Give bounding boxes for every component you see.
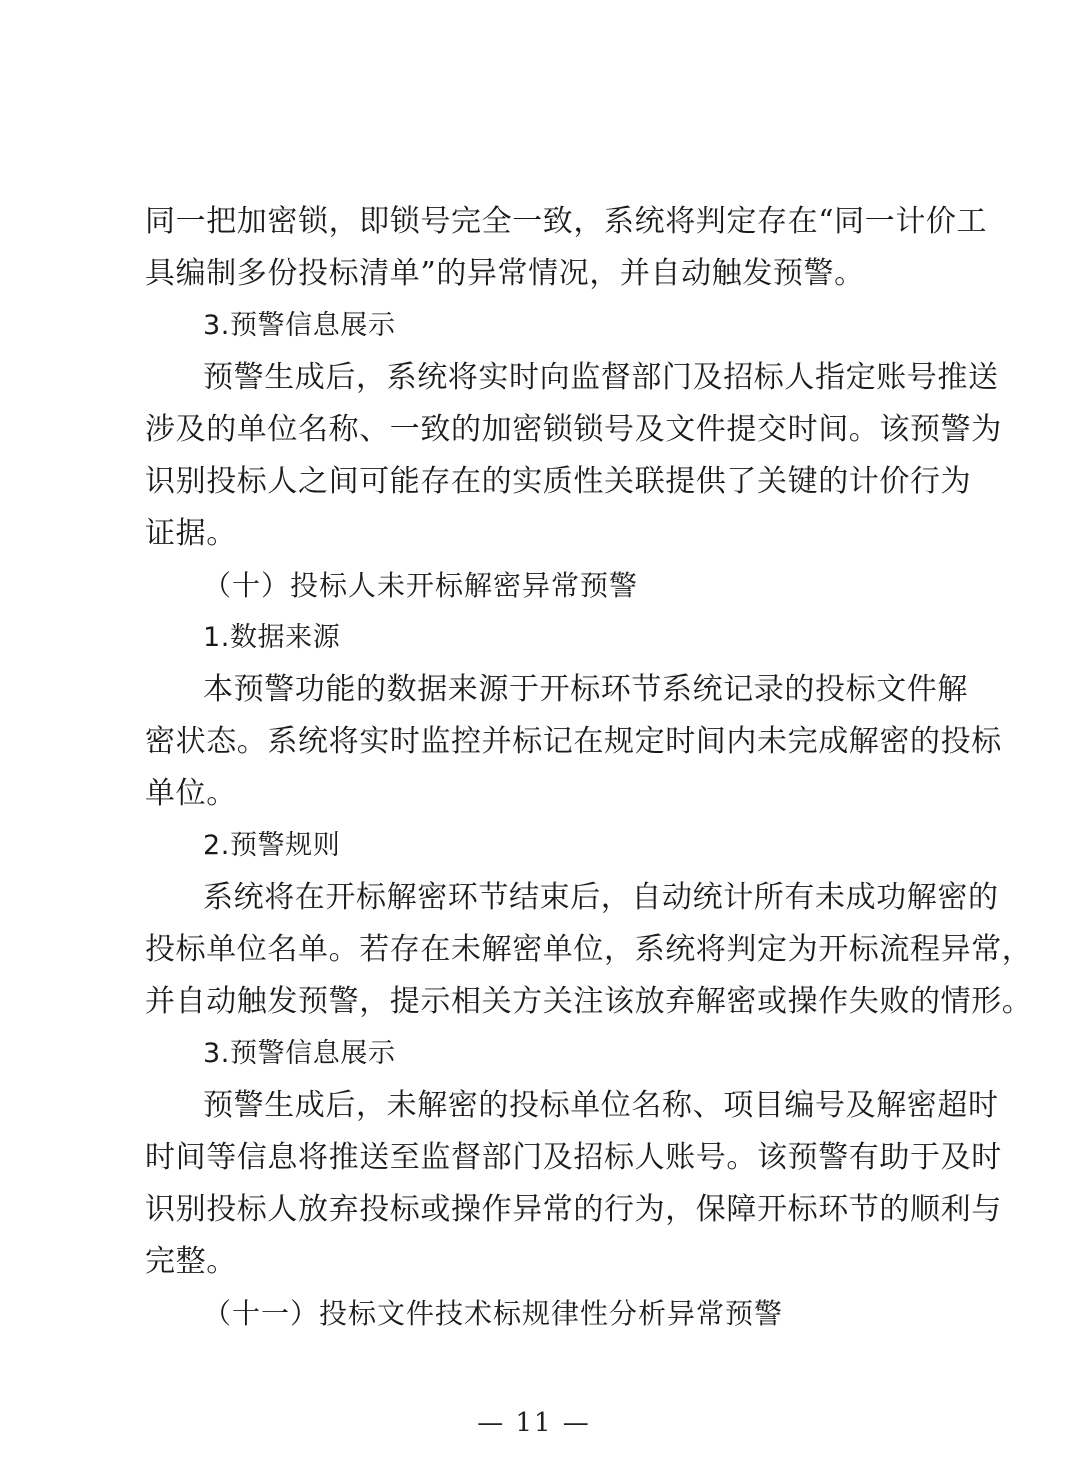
- page-number: — 11 —: [477, 1408, 591, 1438]
- subheading-display: 3.预警信息展示: [203, 1038, 396, 1069]
- paragraph-line: 识别投标人之间可能存在的实质性关联提供了关键的计价行为: [145, 464, 972, 499]
- paragraph-line: 单位。: [145, 776, 237, 811]
- paragraph-line: 并自动触发预警，提示相关方关注该放弃解密或操作失败的情形。: [145, 984, 1033, 1019]
- paragraph-line: 系统将在开标解密环节结束后，自动统计所有未成功解密的: [203, 880, 999, 915]
- paragraph-line: 证据。: [145, 516, 237, 551]
- paragraph-line: 识别投标人放弃投标或操作异常的行为，保障开标环节的顺利与: [145, 1192, 1002, 1227]
- paragraph-line: 本预警功能的数据来源于开标环节系统记录的投标文件解: [203, 672, 968, 707]
- section-heading-10: （十）投标人未开标解密异常预警: [203, 569, 639, 602]
- paragraph-line: 预警生成后，系统将实时向监督部门及招标人指定账号推送: [203, 360, 999, 395]
- paragraph-line: 投标单位名单。若存在未解密单位，系统将判定为开标流程异常，: [145, 932, 1033, 967]
- paragraph-line: 预警生成后，未解密的投标单位名称、项目编号及解密超时: [203, 1088, 999, 1123]
- subheading-display: 3.预警信息展示: [203, 310, 396, 341]
- paragraph-line: 完整。: [145, 1244, 237, 1279]
- paragraph-line: 时间等信息将推送至监督部门及招标人账号。该预警有助于及时: [145, 1140, 1002, 1175]
- paragraph-line: 具编制多份投标清单”的异常情况，并自动触发预警。: [145, 256, 865, 291]
- subheading-data-source: 1.数据来源: [203, 622, 341, 653]
- document-body: [145, 196, 1033, 1340]
- paragraph-line: 涉及的单位名称、一致的加密锁锁号及文件提交时间。该预警为: [145, 412, 1002, 447]
- paragraph-line: 密状态。系统将实时监控并标记在规定时间内未完成解密的投标: [145, 724, 1002, 759]
- paragraph-line: 同一把加密锁，即锁号完全一致，系统将判定存在“同一计价工: [145, 204, 988, 239]
- section-heading-11: （十一）投标文件技术标规律性分析异常预警: [203, 1297, 784, 1330]
- subheading-rules: 2.预警规则: [203, 830, 341, 861]
